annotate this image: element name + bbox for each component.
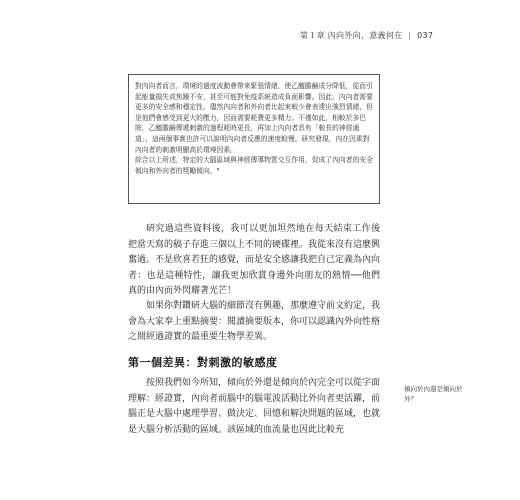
- page-header: [300, 30, 434, 41]
- body-line: 後把當天寫的稿子存進三個以上不同的硬碟裡。我從來沒有這麼興奮過。不是欣喜若狂的感覺，而是安全感讓我把自己定義為內向者：也是這種特性，讓我更加欣賞身邊外向朋友的熱情──他們真的由內而外閃耀著光芒！: [128, 224, 381, 296]
- body-text: 按照我們如今所知，傾向於外還是傾向於內完全可以從字面理解：經證實，內向者前腦中的腦電波活動比外向者更活躍，前腦正是大腦中處理學習、做決定、回憶和解決問題的區域，也就是大腦分析活動的區域。該區域的血流量也因此比較充: [128, 378, 381, 435]
- body-paragraph: [128, 299, 380, 346]
- page-number: 037: [417, 31, 434, 40]
- box-paragraph: 綜合以上所述，特定的大腦區域與神經傳導物質交互作用，促成了內向者的安全傾向和外向者的獎勵傾向。⁸: [135, 156, 373, 175]
- margin-note: 傾向於內還是傾向於外？: [404, 385, 463, 403]
- box-paragraph: 對內向者而言，環境的過度波動會帶來緊張情緒，使乙醯膽鹼成分降低，從而引起能量損失或焦躁不安，甚至可能對免疫系統造成負面影響。因此，內向者需要更多的安全感和穩定性。儘然內向者和外向者比起來較少會表達出強烈情緒，但是他們會感受到更大的壓力，因而需要耗費更多精力。不僅如此，相較於多巴胺，乙醯膽鹼傳遞刺激的過程耗時更長，再加上內向者具有「較長的神經通道」，這兩個事實也許可以說明內向者反應的速度較慢。研究發現，內在因素對內向者的刺激明顯高於環境因素。: [135, 82, 373, 154]
- body-line: 研究過這些資料後，我可以更加坦然地在每天結束工作: [146, 224, 371, 234]
- chapter-label: 第１章: [300, 31, 325, 40]
- chapter-title: 內向外向，意義何在: [327, 31, 403, 40]
- body-paragraph: [128, 376, 380, 438]
- section-heading: 第一個差異：對刺激的敏感度: [128, 356, 278, 369]
- body-paragraph: [128, 222, 380, 300]
- body-text: 如果你對鑽研大腦的細節沒有興趣，那麼遵守前文約定，我會為大家奉上重點摘要：閱讀摘要版本，你可以認識內外向性格之間經過證實的最重要生物學差異。: [128, 301, 381, 342]
- header-separator: |: [408, 31, 412, 40]
- sidebar-box: [128, 74, 380, 204]
